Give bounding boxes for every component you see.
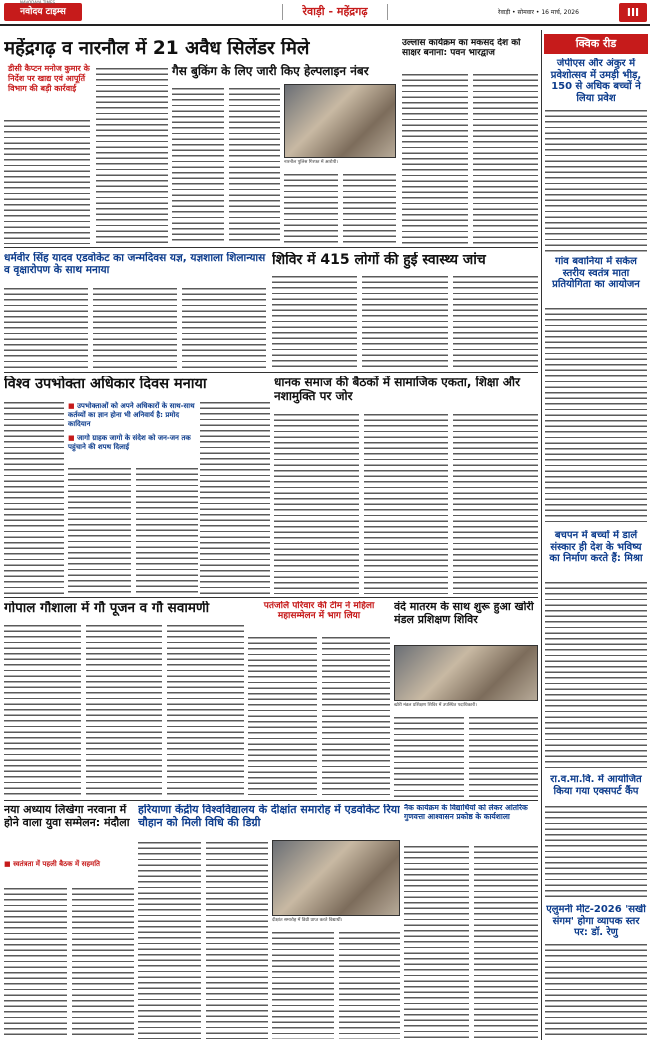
item-headline: जेपीएस और अंकुर में प्रवेशोत्सव में उमड़ी भीड़, 150 से अधिक बच्चों ने लिया प्रवेश bbox=[550, 58, 642, 104]
headline: पतंजलि परिवार की टीम ने महिला महासम्मेलन में भाग लिया bbox=[263, 601, 375, 622]
item-headline: गांव बवानिया में सर्कल स्तरीय स्वतंत्र माता प्रतियोगिता का आयोजन bbox=[552, 256, 640, 290]
sidebar-divider bbox=[541, 30, 542, 1040]
story-naac bbox=[404, 804, 538, 1039]
quick-read-item bbox=[545, 58, 647, 252]
headline: विश्व उपभोक्ता अधिकार दिवस मनाया bbox=[4, 376, 207, 392]
photo-caption: दीक्षांत समारोह में डिग्री प्राप्त करते विद्यार्थी। bbox=[272, 918, 343, 923]
headline: महेंद्रगढ़ व नारनौल में 21 अवैध सिलेंडर मिले bbox=[4, 38, 310, 59]
item-headline: बचपन में बच्चों में डालें संस्कार ही देश के भविष्य का निर्माण करते हैं: मिश्रा bbox=[549, 530, 643, 564]
story-convocation bbox=[138, 804, 400, 1039]
story-vande-mataram bbox=[394, 601, 538, 797]
divider bbox=[4, 800, 538, 801]
story-ullas bbox=[402, 38, 538, 244]
story-cylinders bbox=[4, 38, 396, 244]
headline: नैक कार्यक्रम के विद्यार्थियों को लेकर आंतरिक गुणवत्ता आश्वासन प्रकोष्ठ के कार्यशाला bbox=[404, 804, 528, 821]
masthead-rule bbox=[0, 0, 650, 26]
quick-read-item bbox=[545, 904, 647, 1039]
story-dhanak bbox=[274, 376, 538, 594]
point-1: ■ उपभोक्ताओं को अपने अधिकारों के साथ-साथ कर्तव्यों का ज्ञान होना भी अनिवार्य है: प्रमोद कादियान bbox=[68, 402, 198, 428]
quick-read-item bbox=[545, 256, 647, 526]
convocation-photo bbox=[272, 840, 400, 916]
quick-read-title: क्विक रीड bbox=[544, 34, 648, 54]
kicker: डीसी कैप्टन मनोज कुमार के निर्देश पर खाद्य एवं आपूर्ति विभाग की बड़ी कार्रवाई bbox=[8, 64, 90, 93]
section-title: रेवाड़ी - महेंद्रगढ़ bbox=[282, 4, 388, 20]
story-narwana bbox=[4, 804, 134, 1039]
item-headline: एलुमनी मीट-2026 'सखी संगम' होगा व्यापक स्तर पर: डॉ. रेणु bbox=[546, 904, 646, 938]
newspaper-logo: नवोदय टाइम्स bbox=[4, 3, 82, 21]
headline: गोपाल गौशाला में गौ पूजन व गौ सवामणी bbox=[4, 601, 210, 616]
headline: नया अध्याय लिखेगा नरवाना में होने वाला युवा सम्मेलन: मंदौला bbox=[4, 804, 130, 829]
headline: हरियाणा केंद्रीय विश्वविद्यालय के दीक्षांत समारोह में एडवोकेट रिया चौहान को मिली विधि की डिग्री bbox=[138, 804, 400, 829]
point-2: ■ जागो ग्राहक जागो के संदेश को जन-जन तक पहुंचाने की शपथ दिलाई bbox=[68, 434, 198, 452]
story-health-camp bbox=[272, 252, 538, 370]
story-dharamvir bbox=[4, 252, 266, 370]
quick-read-item bbox=[545, 774, 647, 900]
headline: शिविर में 415 लोगों की हुई स्वास्थ्य जांच bbox=[272, 252, 486, 268]
story-consumer-day bbox=[4, 376, 270, 594]
page-number: III bbox=[619, 3, 647, 22]
photo-caption: खोरी मंडल प्रशिक्षण शिविर में उपस्थित पदाधिकारी। bbox=[394, 703, 477, 708]
headline: धानक समाज की बैठकों में सामाजिक एकता, शिक्षा और नशामुक्ति पर जोर bbox=[274, 376, 520, 403]
headline: धर्मवीर सिंह यादव एडवोकेट का जन्मदिवस यज्ञ, यज्ञशाला शिलान्यास व वृक्षारोपण के साथ मनाया bbox=[4, 252, 266, 277]
divider bbox=[4, 247, 538, 248]
dateline: रेवाड़ी • सोमवार • 16 मार्च, 2026 bbox=[498, 9, 579, 16]
photo-caption: नारनौल पुलिस गिरफ्त में आरोपी। bbox=[284, 160, 339, 165]
headline: वंदे मातरम के साथ शुरू हुआ खोरी मंडल प्रशिक्षण शिविर bbox=[394, 601, 534, 626]
subheadline: गैस बुकिंग के लिए जारी किए हेल्पलाइन नंबर bbox=[172, 64, 369, 78]
story-patanjali bbox=[248, 601, 390, 797]
logo-subtitle: NAVODAYA TIMES bbox=[20, 0, 56, 5]
training-photo bbox=[394, 645, 538, 701]
headline: उल्लास कार्यक्रम का मकसद देश को साक्षर बनाना: पवन भारद्वाज bbox=[402, 38, 521, 59]
divider bbox=[4, 372, 538, 373]
story-gaushala bbox=[4, 601, 244, 797]
arrest-photo bbox=[284, 84, 396, 158]
item-headline: रा.व.मा.वि. में आयोजित किया गया एक्सपर्ट कैंप bbox=[550, 774, 642, 797]
divider bbox=[4, 597, 538, 598]
kicker: ■ स्वतंत्रता में पहली बैठक में सहमति bbox=[4, 860, 134, 869]
quick-read-item bbox=[545, 530, 647, 770]
